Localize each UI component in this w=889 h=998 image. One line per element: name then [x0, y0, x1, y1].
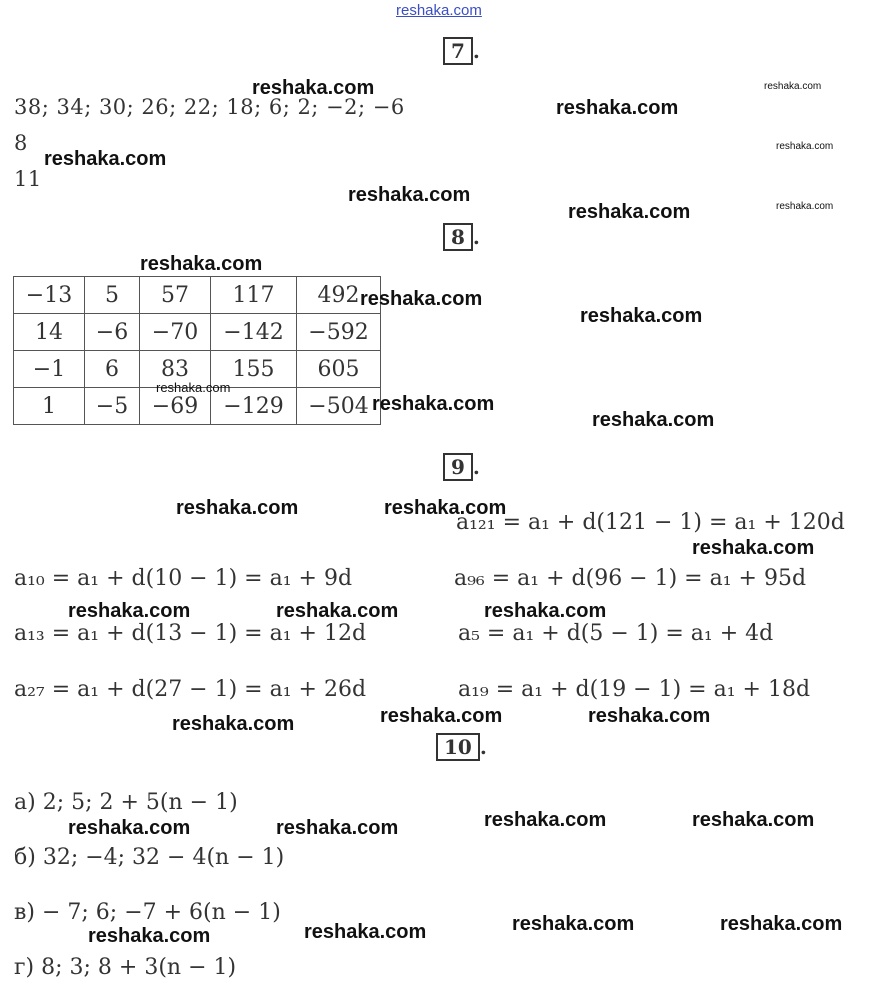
formula-a19: a₁₉ = a₁ + d(19 − 1) = a₁ + 18d [458, 677, 811, 702]
watermark: reshaka.com [172, 713, 295, 735]
formula-a121: a₁₂₁ = a₁ + d(121 − 1) = a₁ + 120d [456, 510, 845, 535]
watermark: reshaka.com [556, 97, 679, 119]
header-site-link[interactable]: reshaka.com [396, 2, 482, 19]
watermark: reshaka.com [692, 809, 815, 831]
problem-10-answer-b: б) 32; −4; 32 − 4(n − 1) [14, 845, 285, 870]
table-cell: −13 [14, 277, 85, 314]
formula-a5: a₅ = a₁ + d(5 − 1) = a₁ + 4d [458, 621, 774, 646]
watermark: reshaka.com [252, 77, 375, 99]
watermark: reshaka.com [568, 201, 691, 223]
table-cell: 6 [85, 351, 140, 388]
watermark: reshaka.com [360, 288, 483, 310]
watermark: reshaka.com [692, 537, 815, 559]
watermark: reshaka.com [720, 913, 843, 935]
formula-a13: a₁₃ = a₁ + d(13 − 1) = a₁ + 12d [14, 621, 367, 646]
table-cell: −592 [297, 314, 381, 351]
watermark: reshaka.com [380, 705, 503, 727]
watermark: reshaka.com [176, 497, 299, 519]
table-cell: −1 [14, 351, 85, 388]
watermark: reshaka.com [276, 817, 399, 839]
watermark: reshaka.com [580, 305, 703, 327]
watermark: reshaka.com [348, 184, 471, 206]
watermark: reshaka.com [776, 201, 834, 212]
watermark: reshaka.com [588, 705, 711, 727]
problem-10-answer-v: в) − 7; 6; −7 + 6(n − 1) [14, 900, 281, 925]
table-cell: 605 [297, 351, 381, 388]
problem-10-answer-g: г) 8; 3; 8 + 3(n − 1) [14, 955, 237, 980]
problem-8-number: 8 . [443, 224, 480, 250]
watermark: reshaka.com [384, 497, 507, 519]
table-cell: 57 [140, 277, 211, 314]
table-cell: 492 [297, 277, 381, 314]
table-cell: 14 [14, 314, 85, 351]
table-cell: 1 [14, 388, 85, 425]
watermark: reshaka.com [372, 393, 495, 415]
table-cell: −5 [85, 388, 140, 425]
watermark: reshaka.com [776, 141, 834, 152]
table-row [14, 277, 381, 314]
watermark: reshaka.com [88, 925, 211, 947]
problem-10-box: 10 [436, 733, 480, 761]
problem-7-box: 7 [443, 37, 473, 65]
watermark: reshaka.com [276, 600, 399, 622]
watermark: reshaka.com [68, 600, 191, 622]
problem-7-sequence-line: 38; 34; 30; 26; 22; 18; 6; 2; −2; −6 [14, 95, 405, 119]
problem-7-number: 7 . [443, 38, 480, 64]
watermark: reshaka.com [512, 913, 635, 935]
table-cell: −70 [140, 314, 211, 351]
watermark: reshaka.com [484, 809, 607, 831]
problem-7-answer-8: 8 [14, 131, 28, 155]
formula-a10: a₁₀ = a₁ + d(10 − 1) = a₁ + 9d [14, 566, 353, 591]
problem-10-number: 10 . [436, 734, 487, 760]
problem-8-box: 8 [443, 223, 473, 251]
problem-9-box: 9 [443, 453, 473, 481]
watermark: reshaka.com [304, 921, 427, 943]
table-cell: −142 [211, 314, 297, 351]
formula-a96: a₉₆ = a₁ + d(96 − 1) = a₁ + 95d [454, 566, 807, 591]
table-cell: 117 [211, 277, 297, 314]
watermark: reshaka.com [592, 409, 715, 431]
problem-7-answer-11: 11 [14, 167, 42, 191]
formula-a27: a₂₇ = a₁ + d(27 − 1) = a₁ + 26d [14, 677, 367, 702]
watermark: reshaka.com [140, 253, 263, 275]
watermark: reshaka.com [68, 817, 191, 839]
watermark: reshaka.com [764, 81, 822, 92]
table-cell: 5 [85, 277, 140, 314]
problem-9-number: 9 . [443, 454, 480, 480]
problem-10-answer-a: а) 2; 5; 2 + 5(n − 1) [14, 790, 238, 815]
watermark: reshaka.com [44, 148, 167, 170]
table-cell: −69 [140, 388, 211, 425]
watermark: reshaka.com [484, 600, 607, 622]
table-cell: −504 [297, 388, 381, 425]
table-cell: 155 [211, 351, 297, 388]
problem-8-table [13, 276, 381, 425]
table-row [14, 314, 381, 351]
table-cell: −6 [85, 314, 140, 351]
table-cell: −129 [211, 388, 297, 425]
table-cell: 83 [140, 351, 211, 388]
watermark: reshaka.com [156, 380, 231, 395]
